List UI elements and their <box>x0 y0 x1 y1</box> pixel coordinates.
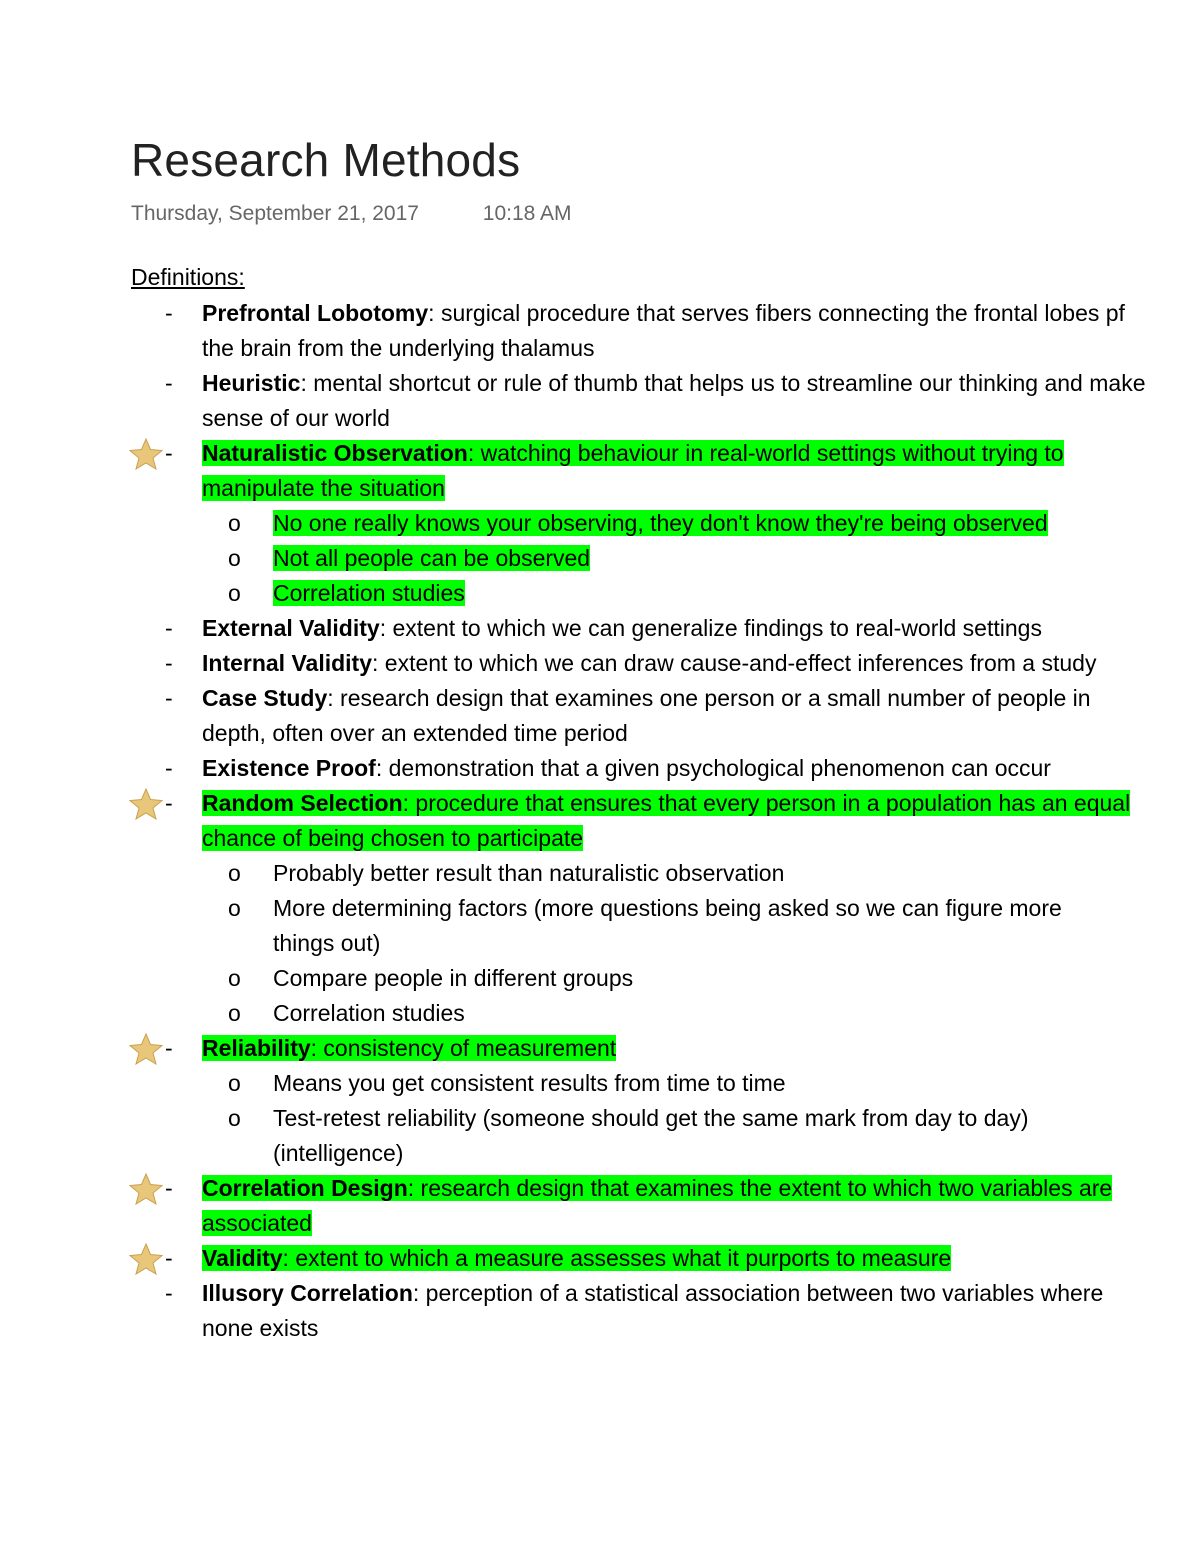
sub-item <box>0 541 1200 576</box>
dash-bullet: - <box>165 650 173 676</box>
definition: : watching behaviour in real-world settings without trying to manipulate the situation <box>202 440 1064 501</box>
definition: : research design that examines the extent to which two variables are associated <box>202 1175 1113 1236</box>
definition: : extent to which we can draw cause-and-effect inferences from a study <box>372 650 1097 676</box>
circle-bullet: o <box>228 580 241 606</box>
sub-item-text: Means you get consistent results from time to time <box>273 1070 786 1096</box>
dash-bullet: - <box>165 755 173 781</box>
circle-bullet: o <box>228 1000 241 1026</box>
definition: : extent to which a measure assesses what it purports to measure <box>282 1245 952 1271</box>
list-item-heuristic <box>0 366 1200 436</box>
star-icon <box>129 1033 163 1065</box>
sub-item-text: No one really knows your observing, they don't know they're being observed <box>273 510 1048 536</box>
sub-item-text: More determining factors (more questions being asked so we can figure more things out) <box>273 895 1062 956</box>
star-icon <box>129 1243 163 1275</box>
definition: : procedure that ensures that every person in a population has an equal chance of being chosen to participate <box>202 790 1131 851</box>
page-time: 10:18 AM <box>482 202 572 225</box>
list-item-existence-proof <box>0 751 1200 786</box>
term: Random Selection <box>202 790 403 816</box>
term: External Validity <box>202 615 380 641</box>
sub-item-text: Test-retest reliability (someone should get the same mark from day to day)(intelligence) <box>273 1105 1029 1166</box>
section-heading: Definitions: <box>131 264 245 290</box>
term: Heuristic <box>202 370 301 396</box>
dash-bullet: - <box>165 685 173 711</box>
page-timestamp <box>131 199 572 229</box>
definition: : perception of a statistical association between two variables where none exists <box>202 1280 1104 1341</box>
sub-item-text: Probably better result than naturalistic observation <box>273 860 785 886</box>
list-item-random-selection <box>0 786 1200 856</box>
dash-bullet: - <box>165 1175 173 1201</box>
dash-bullet: - <box>165 440 173 466</box>
list-item-reliability <box>0 1031 1200 1066</box>
list-item-validity <box>0 1241 1200 1276</box>
term: Validity <box>202 1245 283 1271</box>
dash-bullet: - <box>165 1245 173 1271</box>
definition: : mental shortcut or rule of thumb that helps us to streamline our thinking and make sense of our world <box>202 370 1146 431</box>
sub-item <box>0 996 1200 1031</box>
notes-list <box>0 296 1200 1436</box>
circle-bullet: o <box>228 545 241 571</box>
list-item-illusory-correlation <box>0 1276 1200 1346</box>
sub-item-text: Correlation studies <box>273 1000 465 1026</box>
term: Case Study <box>202 685 328 711</box>
dash-bullet: - <box>165 1280 173 1306</box>
sub-item <box>0 891 1200 961</box>
definition: : extent to which we can generalize findings to real-world settings <box>379 615 1042 641</box>
term: Internal Validity <box>202 650 372 676</box>
page-date: Thursday, September 21, 2017 <box>131 202 419 225</box>
star-icon <box>129 788 163 820</box>
sub-item-text: Compare people in different groups <box>273 965 634 991</box>
list-item-internal-validity <box>0 646 1200 681</box>
term: Illusory Correlation <box>202 1280 413 1306</box>
definition: : research design that examines one person or a small number of people in depth, often over an extended time period <box>202 685 1091 746</box>
term: Existence Proof <box>202 755 376 781</box>
dash-bullet: - <box>165 370 173 396</box>
circle-bullet: o <box>228 965 241 991</box>
dash-bullet: - <box>165 1035 173 1061</box>
star-icon <box>129 1173 163 1205</box>
circle-bullet: o <box>228 860 241 886</box>
page-title: Research Methods <box>131 134 521 186</box>
sub-item <box>0 576 1200 611</box>
circle-bullet: o <box>228 510 241 536</box>
term: Reliability <box>202 1035 311 1061</box>
sub-item <box>0 1066 1200 1101</box>
dash-bullet: - <box>165 615 173 641</box>
sub-item <box>0 961 1200 996</box>
dash-bullet: - <box>165 790 173 816</box>
dash-bullet: - <box>165 300 173 326</box>
list-item-naturalistic-observation <box>0 436 1200 506</box>
term: Prefrontal Lobotomy <box>202 300 429 326</box>
sub-item <box>0 856 1200 891</box>
sub-item-text: Not all people can be observed <box>273 545 591 571</box>
term: Naturalistic Observation <box>202 440 468 466</box>
definition: : demonstration that a given psychological phenomenon can occur <box>375 755 1051 781</box>
definition: : surgical procedure that serves fibers connecting the frontal lobes pf the brain from the underlying thalamus <box>202 300 1125 361</box>
list-item-case-study <box>0 681 1200 751</box>
list-item-correlation-design <box>0 1171 1200 1241</box>
list-item-prefrontal-lobotomy <box>0 296 1200 366</box>
circle-bullet: o <box>228 895 241 921</box>
star-icon <box>129 438 163 470</box>
definition: : consistency of measurement <box>310 1035 617 1061</box>
sub-item <box>0 506 1200 541</box>
circle-bullet: o <box>228 1105 241 1131</box>
term: Correlation Design <box>202 1175 408 1201</box>
sub-item-text: Correlation studies <box>273 580 465 606</box>
sub-item <box>0 1101 1200 1171</box>
list-item-external-validity <box>0 611 1200 646</box>
circle-bullet: o <box>228 1070 241 1096</box>
